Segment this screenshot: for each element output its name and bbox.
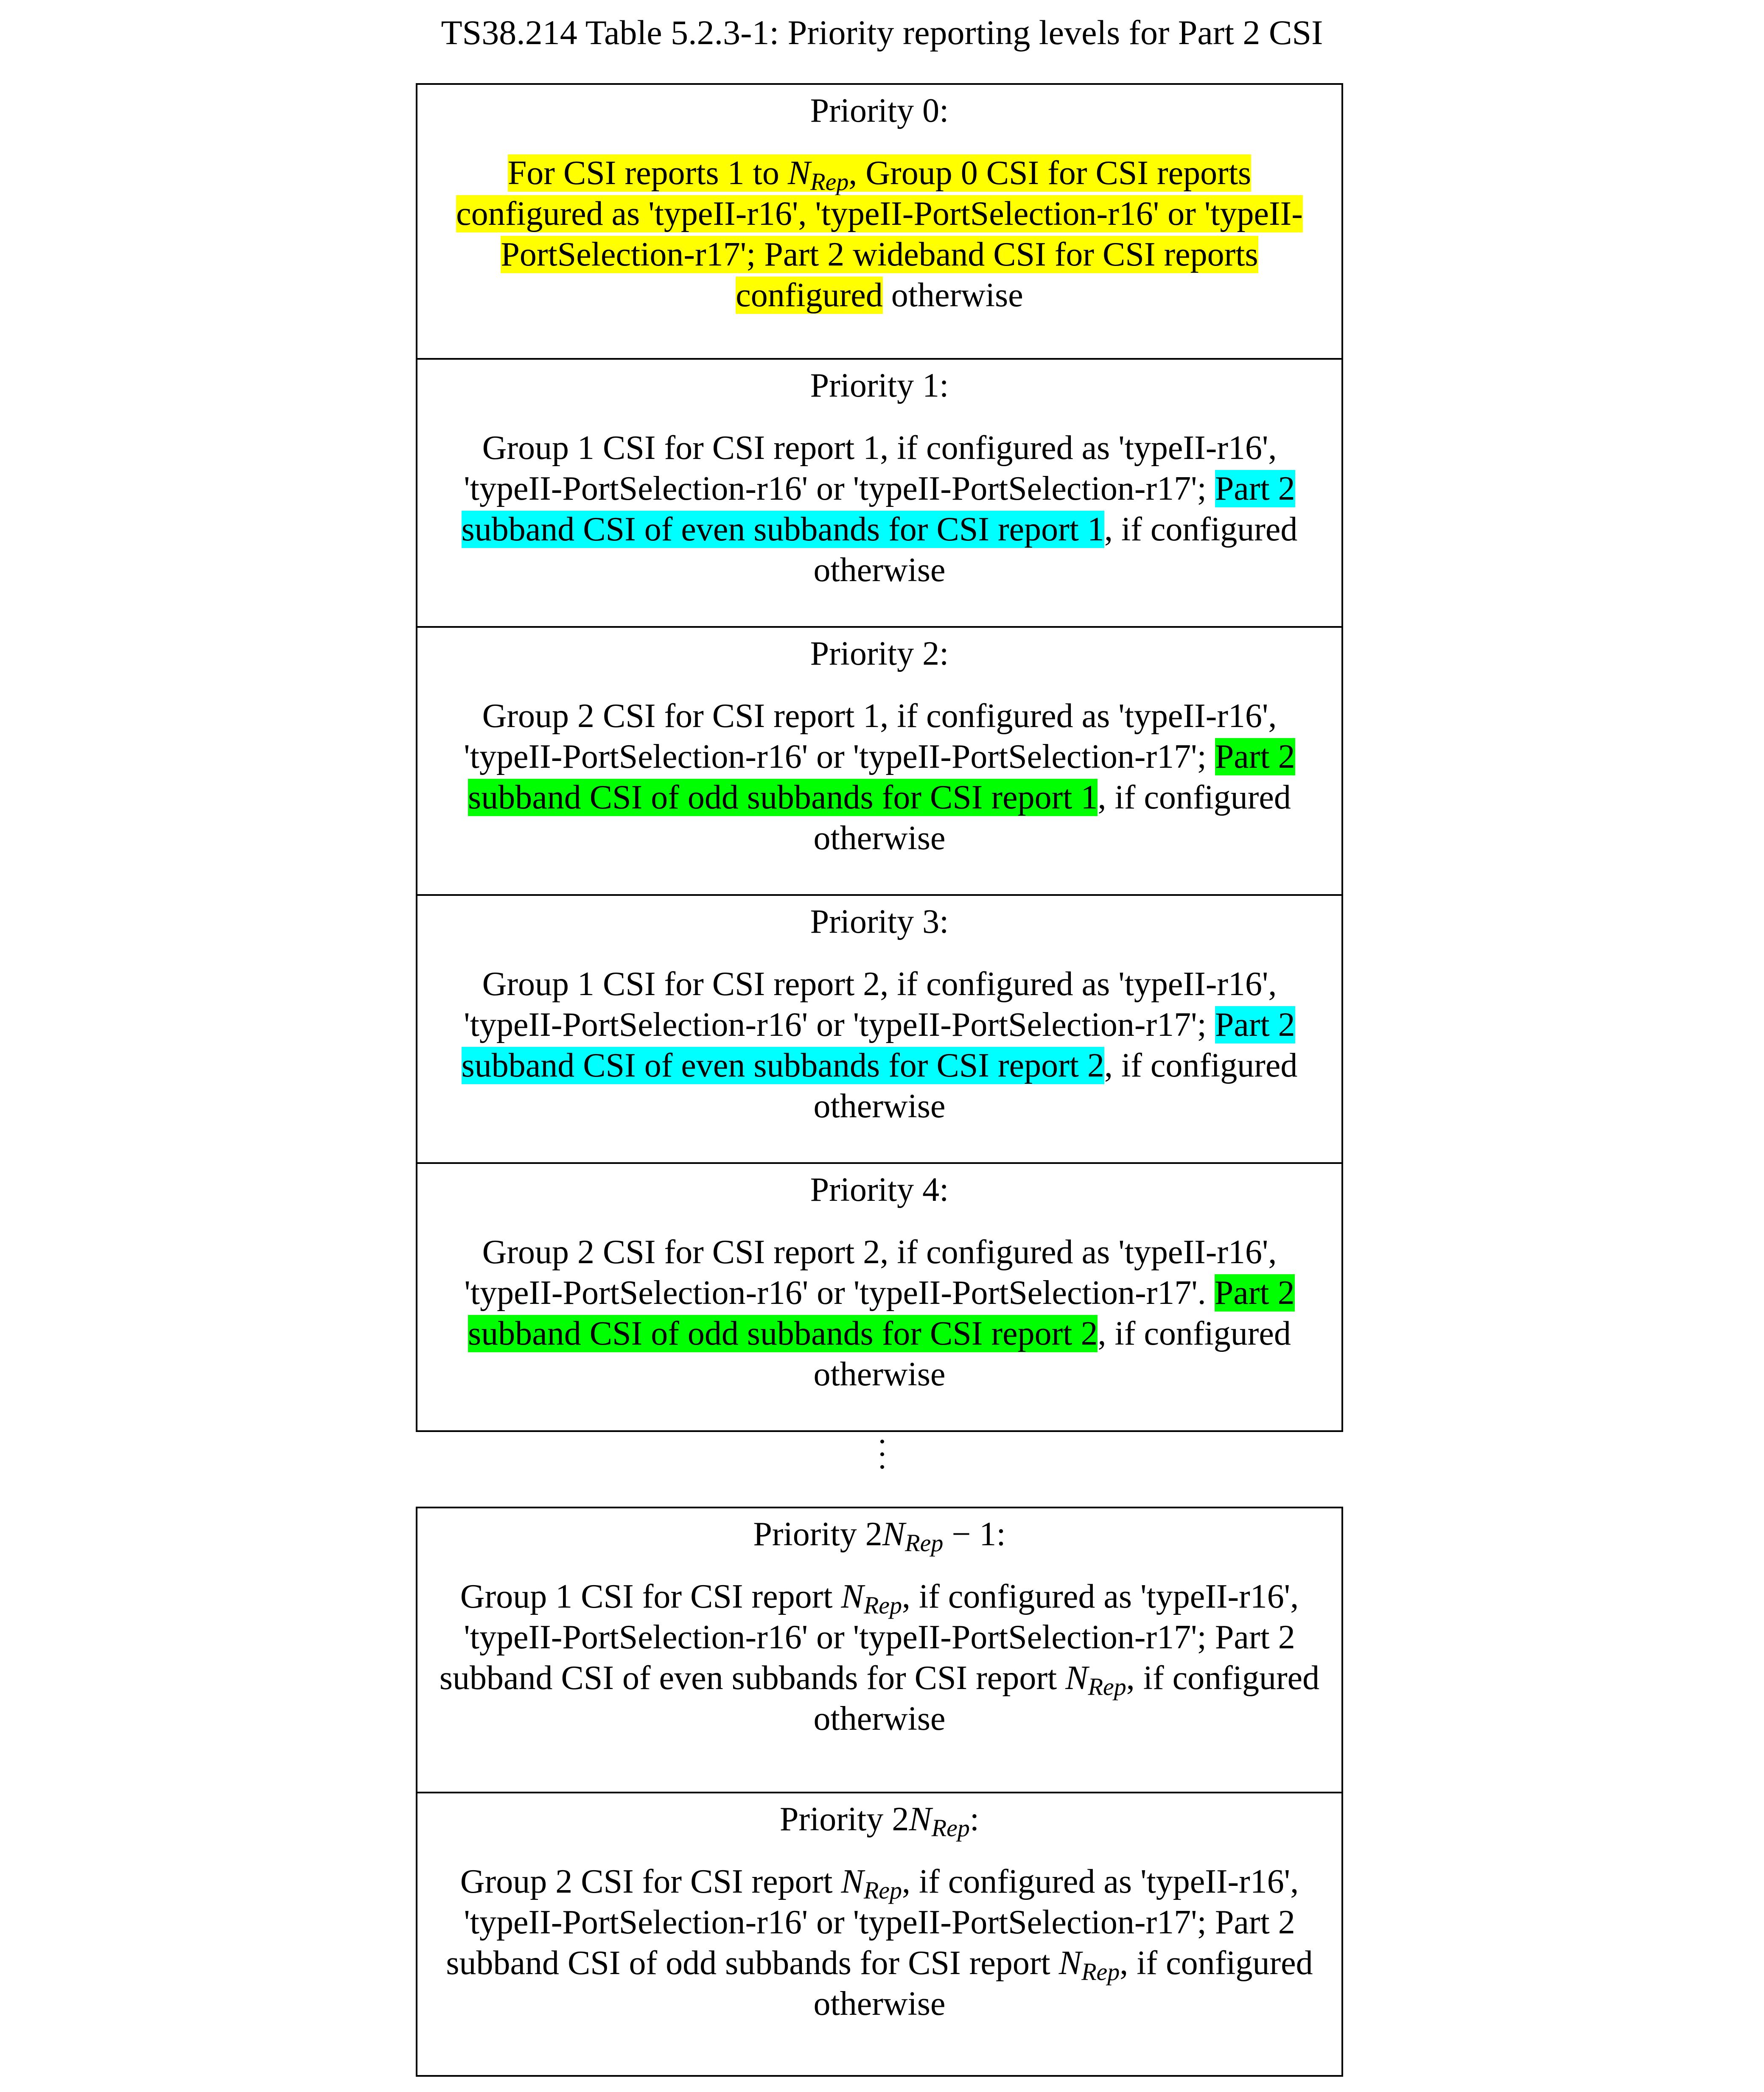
priority-description: Group 1 CSI for CSI report $N_{Rep}$, if configured as 'typeII-r16', 'typeII-PortSelection-r16' or 'typeII-PortSelection-r17'; Part 2 subband CSI of even subbands for CSI report $N_{Rep}$, if configured otherwise: [439, 1578, 1320, 1737]
priority-row-1: [417, 358, 1341, 626]
highlighted-text-cyan: Part 2 subband CSI of even subbands for CSI report 1: [461, 470, 1295, 548]
priority-description: Group 1 CSI for CSI report 2, if configured as 'typeII-r16', 'typeII-PortSelection-r16' or 'typeII-PortSelection-r17'; Part 2 subband CSI of even subbands for CSI report 2, if configured otherwise: [461, 965, 1298, 1125]
priority-heading: Priority 2:: [810, 635, 949, 672]
highlighted-text-green: Part 2 subband CSI of odd subbands for CSI report 2: [468, 1274, 1295, 1352]
priority-heading: Priority 1:: [810, 367, 949, 404]
highlighted-text-yellow: For CSI reports 1 to $N_{Rep}$, Group 0 CSI for CSI reports configured as 'typeII-r16', 'typeII-PortSelection-r16' or 'typeII-PortSelection-r17'; Part 2 wideband CSI for CSI reports configured: [456, 154, 1303, 314]
two-n-rep-minus-one-symbol: $2N_{Rep} - 1$: [865, 1516, 997, 1557]
vertical-ellipsis-icon: [876, 1438, 889, 1472]
priority-heading: Priority 4:: [810, 1171, 949, 1208]
priority-heading: Priority $2N_{Rep} - 1$:: [753, 1516, 1006, 1557]
two-n-rep-symbol: $2N_{Rep}$: [892, 1801, 970, 1842]
table-caption: TS38.214 Table 5.2.3-1: Priority reporting levels for Part 2 CSI: [441, 13, 1323, 52]
priority-table-lower: [416, 1507, 1343, 2077]
priority-row-4: [417, 1162, 1341, 1430]
priority-description: Group 2 CSI for CSI report 1, if configured as 'typeII-r16', 'typeII-PortSelection-r16' or 'typeII-PortSelection-r17'; Part 2 subband CSI of odd subbands for CSI report 1, if configured otherwise: [464, 697, 1295, 857]
priority-heading: Priority 3:: [810, 903, 949, 940]
n-rep-symbol: $N_{Rep}$: [1065, 1659, 1126, 1700]
n-rep-symbol: $N_{Rep}$: [1058, 1944, 1120, 1986]
highlighted-text-cyan: Part 2 subband CSI of even subbands for CSI report 2: [461, 1006, 1295, 1084]
priority-heading: Priority 0:: [810, 92, 949, 129]
priority-row-2: [417, 626, 1341, 894]
priority-description: Group 1 CSI for CSI report 1, if configured as 'typeII-r16', 'typeII-PortSelection-r16' or 'typeII-PortSelection-r17'; Part 2 subband CSI of even subbands for CSI report 1, if configured otherwise: [461, 429, 1298, 589]
priority-description: Group 2 CSI for CSI report 2, if configured as 'typeII-r16', 'typeII-PortSelection-r16' or 'typeII-PortSelection-r17'. Part 2 subband CSI of odd subbands for CSI report 2, if configured otherwise: [464, 1233, 1295, 1393]
n-rep-symbol: $N_{Rep}$: [787, 154, 849, 196]
priority-row-2nrep: [417, 1792, 1341, 2075]
priority-row-0: [417, 85, 1341, 358]
n-rep-symbol: $N_{Rep}$: [841, 1863, 902, 1904]
n-rep-symbol: $N_{Rep}$: [841, 1578, 902, 1619]
priority-row-3: [417, 894, 1341, 1162]
priority-row-2nrep-minus-1: [417, 1508, 1341, 1792]
priority-description: Group 2 CSI for CSI report $N_{Rep}$, if configured as 'typeII-r16', 'typeII-PortSelection-r16' or 'typeII-PortSelection-r17'; Part 2 subband CSI of odd subbands for CSI report $N_{Rep}$, if configured otherwise: [446, 1863, 1313, 2022]
priority-heading: Priority $2N_{Rep}$:: [779, 1801, 980, 1842]
highlighted-text-green: Part 2 subband CSI of odd subbands for CSI report 1: [468, 738, 1295, 816]
priority-table-upper: [416, 83, 1343, 1432]
priority-description: For CSI reports 1 to $N_{Rep}$, Group 0 CSI for CSI reports configured as 'typeII-r16', 'typeII-PortSelection-r16' or 'typeII-PortSelection-r17'; Part 2 wideband CSI for CSI reports configured otherwise: [456, 154, 1303, 314]
